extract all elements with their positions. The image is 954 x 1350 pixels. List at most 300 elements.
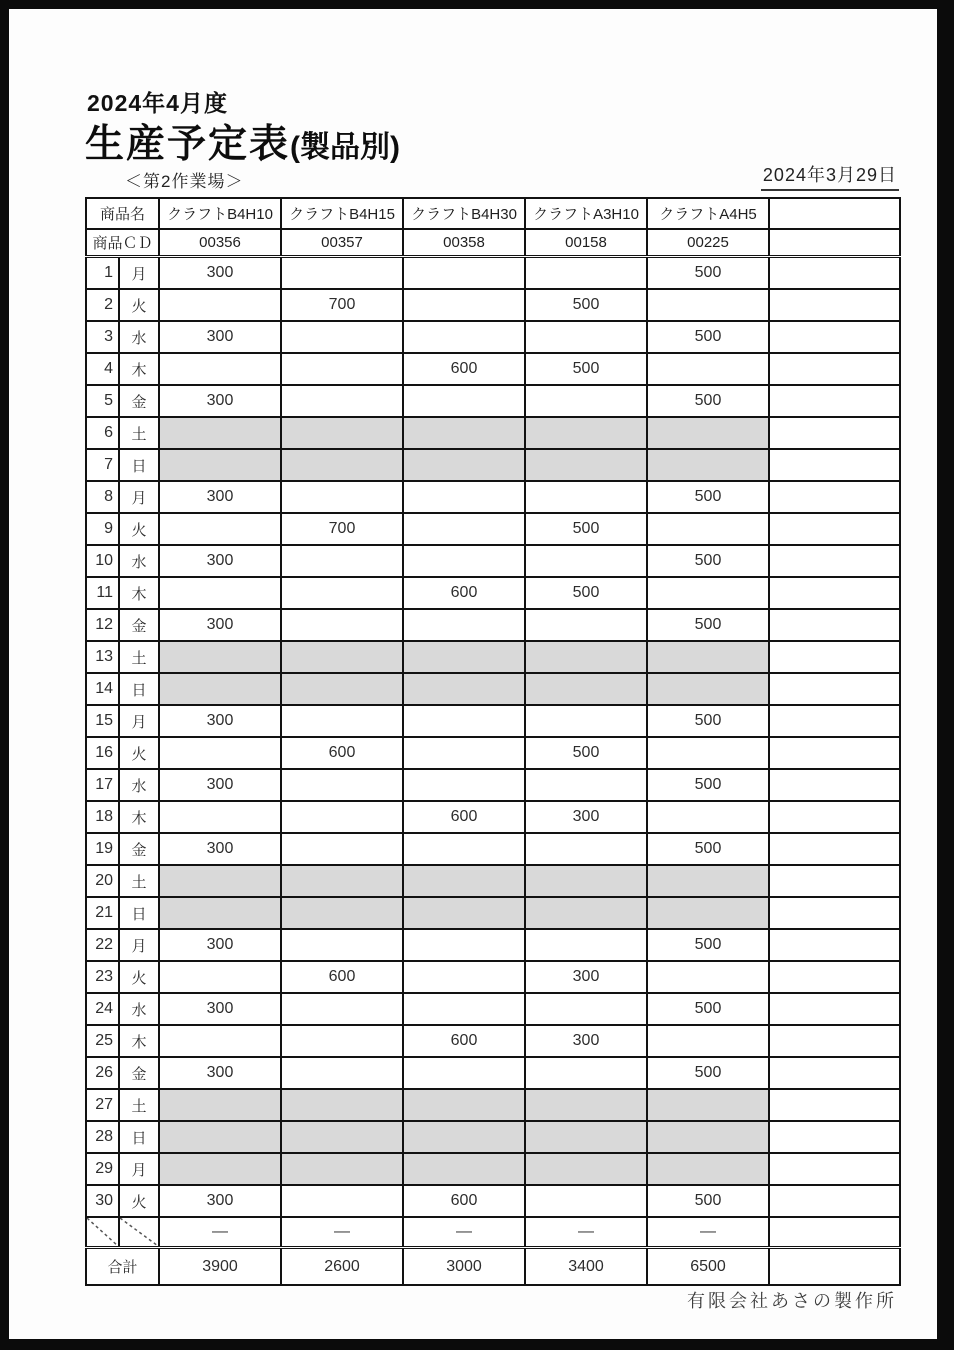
trailing-empty-cell (769, 865, 900, 897)
value-cell (281, 897, 403, 929)
value-cell (647, 737, 769, 769)
value-cell (403, 1057, 525, 1089)
schedule-table (85, 197, 901, 1286)
weekday-cell: 金 (119, 385, 159, 417)
day-number-cell: 12 (86, 609, 119, 641)
day-row (86, 513, 900, 545)
value-cell (403, 737, 525, 769)
value-cell (647, 961, 769, 993)
value-cell (159, 1153, 281, 1185)
value-cell (159, 449, 281, 481)
value-cell: 500 (525, 353, 647, 385)
value-cell (403, 321, 525, 353)
product-code-cell: 00358 (403, 229, 525, 257)
value-cell (403, 481, 525, 513)
trailing-empty-cell (769, 481, 900, 513)
value-cell (159, 417, 281, 449)
day-row (86, 609, 900, 641)
value-cell (525, 897, 647, 929)
day-row (86, 545, 900, 577)
adjust-day-number-cell (86, 1217, 119, 1248)
weekday-cell: 木 (119, 801, 159, 833)
weekday-cell: 火 (119, 961, 159, 993)
day-number-cell: 21 (86, 897, 119, 929)
value-cell: 300 (159, 993, 281, 1025)
value-cell (525, 545, 647, 577)
value-cell (525, 449, 647, 481)
value-cell (281, 417, 403, 449)
day-row (86, 673, 900, 705)
value-cell (525, 481, 647, 513)
value-cell: 500 (647, 481, 769, 513)
adjust-value-cell: — (281, 1217, 403, 1248)
weekday-cell: 木 (119, 577, 159, 609)
total-value-cell: 3900 (159, 1248, 281, 1286)
day-number-cell: 7 (86, 449, 119, 481)
value-cell: 300 (159, 609, 281, 641)
day-row (86, 993, 900, 1025)
day-row (86, 737, 900, 769)
value-cell (525, 929, 647, 961)
value-cell: 300 (159, 929, 281, 961)
day-number-cell: 23 (86, 961, 119, 993)
value-cell (647, 289, 769, 321)
trailing-empty-cell (769, 833, 900, 865)
trailing-empty-cell (769, 1121, 900, 1153)
day-number-cell: 1 (86, 257, 119, 290)
day-number-cell: 19 (86, 833, 119, 865)
day-row (86, 641, 900, 673)
day-row (86, 705, 900, 737)
value-cell: 500 (647, 929, 769, 961)
trailing-empty-cell (769, 257, 900, 290)
value-cell (403, 705, 525, 737)
trailing-empty-cell (769, 577, 900, 609)
value-cell (281, 769, 403, 801)
value-cell (281, 1185, 403, 1217)
day-row (86, 897, 900, 929)
weekday-cell: 日 (119, 1121, 159, 1153)
value-cell: 300 (159, 1185, 281, 1217)
day-row (86, 1025, 900, 1057)
day-number-cell: 6 (86, 417, 119, 449)
day-number-cell: 2 (86, 289, 119, 321)
value-cell: 600 (281, 737, 403, 769)
value-cell: 600 (281, 961, 403, 993)
value-cell: 600 (403, 1185, 525, 1217)
value-cell (403, 641, 525, 673)
day-row (86, 769, 900, 801)
value-cell: 500 (525, 577, 647, 609)
adjust-value-cell: — (403, 1217, 525, 1248)
day-row (86, 1057, 900, 1089)
product-code-row (86, 229, 900, 257)
value-cell (647, 865, 769, 897)
value-cell (647, 1121, 769, 1153)
value-cell (281, 481, 403, 513)
day-row (86, 865, 900, 897)
value-cell (159, 865, 281, 897)
value-cell (525, 1057, 647, 1089)
weekday-cell: 水 (119, 321, 159, 353)
adjust-value-cell: — (525, 1217, 647, 1248)
value-cell: 300 (159, 833, 281, 865)
day-row (86, 1089, 900, 1121)
product-code-label: 商品ＣＤ (86, 229, 159, 257)
product-name-cell: クラフトA3H10 (525, 198, 647, 229)
weekday-cell: 日 (119, 449, 159, 481)
product-name-cell: クラフトB4H15 (281, 198, 403, 229)
day-number-cell: 16 (86, 737, 119, 769)
value-cell (403, 417, 525, 449)
day-number-cell: 3 (86, 321, 119, 353)
trailing-empty-cell (769, 801, 900, 833)
value-cell (525, 321, 647, 353)
value-cell (159, 737, 281, 769)
day-number-cell: 9 (86, 513, 119, 545)
day-row (86, 1153, 900, 1185)
value-cell: 500 (647, 321, 769, 353)
weekday-cell: 火 (119, 289, 159, 321)
value-cell (403, 289, 525, 321)
weekday-cell: 火 (119, 737, 159, 769)
weekday-cell: 月 (119, 929, 159, 961)
value-cell (159, 673, 281, 705)
trailing-empty-cell (769, 449, 900, 481)
value-cell (403, 769, 525, 801)
company-name: 有限会社あさの製作所 (687, 1291, 897, 1311)
value-cell (403, 1153, 525, 1185)
value-cell: 600 (403, 801, 525, 833)
product-code-cell: 00357 (281, 229, 403, 257)
day-row (86, 449, 900, 481)
value-cell (403, 929, 525, 961)
period-label: 2024年4月度 (87, 90, 228, 116)
trailing-empty-cell (769, 705, 900, 737)
trailing-empty-cell (769, 769, 900, 801)
day-number-cell: 29 (86, 1153, 119, 1185)
value-cell (281, 993, 403, 1025)
schedule-body (86, 257, 900, 1218)
weekday-cell: 金 (119, 833, 159, 865)
day-number-cell: 8 (86, 481, 119, 513)
value-cell (647, 1153, 769, 1185)
day-number-cell: 30 (86, 1185, 119, 1217)
value-cell (281, 353, 403, 385)
value-cell: 500 (647, 769, 769, 801)
day-number-cell: 20 (86, 865, 119, 897)
value-cell (647, 801, 769, 833)
value-cell (159, 961, 281, 993)
value-cell: 600 (403, 1025, 525, 1057)
value-cell: 300 (525, 801, 647, 833)
value-cell: 500 (647, 1057, 769, 1089)
page-title (85, 113, 400, 169)
value-cell (525, 769, 647, 801)
value-cell (281, 385, 403, 417)
day-row (86, 353, 900, 385)
value-cell (281, 1025, 403, 1057)
value-cell (281, 865, 403, 897)
product-name-row (86, 198, 900, 229)
page-title-suffix: (製品別) (290, 131, 400, 164)
value-cell (281, 673, 403, 705)
weekday-cell: 火 (119, 1185, 159, 1217)
day-number-cell: 18 (86, 801, 119, 833)
value-cell (525, 673, 647, 705)
value-cell (403, 865, 525, 897)
trailing-empty-cell (769, 609, 900, 641)
value-cell (525, 993, 647, 1025)
trailing-empty-cell (769, 545, 900, 577)
product-code-cell: 00356 (159, 229, 281, 257)
trailing-empty-cell (769, 641, 900, 673)
value-cell (647, 1089, 769, 1121)
value-cell (159, 353, 281, 385)
value-cell (159, 513, 281, 545)
value-cell (159, 641, 281, 673)
day-number-cell: 27 (86, 1089, 119, 1121)
value-cell (281, 257, 403, 290)
value-cell (281, 1153, 403, 1185)
value-cell: 300 (159, 257, 281, 290)
value-cell (647, 513, 769, 545)
value-cell (281, 929, 403, 961)
trailing-empty-cell (769, 737, 900, 769)
total-value-cell: 6500 (647, 1248, 769, 1286)
value-cell (647, 1025, 769, 1057)
weekday-cell: 月 (119, 481, 159, 513)
product-name-cell: クラフトA4H5 (647, 198, 769, 229)
day-row (86, 257, 900, 290)
value-cell (403, 513, 525, 545)
value-cell (647, 449, 769, 481)
trailing-empty-cell (769, 321, 900, 353)
value-cell: 300 (159, 1057, 281, 1089)
value-cell (403, 385, 525, 417)
total-value-cell: 2600 (281, 1248, 403, 1286)
day-number-cell: 11 (86, 577, 119, 609)
trailing-empty-cell (769, 1025, 900, 1057)
weekday-cell: 水 (119, 993, 159, 1025)
day-number-cell: 17 (86, 769, 119, 801)
trailing-empty-cell (769, 961, 900, 993)
value-cell (525, 1185, 647, 1217)
day-row (86, 801, 900, 833)
value-cell (281, 321, 403, 353)
value-cell: 300 (159, 705, 281, 737)
trailing-empty-cell (769, 1185, 900, 1217)
trailing-empty-cell (769, 1217, 900, 1248)
trailing-empty-cell (769, 929, 900, 961)
day-number-cell: 25 (86, 1025, 119, 1057)
trailing-empty-cell (769, 1153, 900, 1185)
weekday-cell: 土 (119, 417, 159, 449)
value-cell: 500 (647, 705, 769, 737)
weekday-cell: 金 (119, 1057, 159, 1089)
value-cell (525, 641, 647, 673)
weekday-cell: 月 (119, 705, 159, 737)
value-cell: 500 (525, 289, 647, 321)
value-cell (281, 641, 403, 673)
weekday-cell: 水 (119, 545, 159, 577)
day-row (86, 929, 900, 961)
value-cell (647, 897, 769, 929)
value-cell (403, 257, 525, 290)
value-cell: 500 (647, 833, 769, 865)
value-cell (647, 641, 769, 673)
value-cell (647, 673, 769, 705)
day-number-cell: 22 (86, 929, 119, 961)
value-cell: 500 (525, 513, 647, 545)
adjust-value-cell: — (647, 1217, 769, 1248)
value-cell (525, 705, 647, 737)
day-number-cell: 5 (86, 385, 119, 417)
trailing-empty-cell (769, 417, 900, 449)
value-cell: 300 (525, 1025, 647, 1057)
product-code-cell: 00225 (647, 229, 769, 257)
value-cell: 300 (525, 961, 647, 993)
value-cell: 500 (647, 385, 769, 417)
value-cell: 300 (159, 545, 281, 577)
trailing-empty-cell (769, 353, 900, 385)
value-cell (159, 1025, 281, 1057)
day-row (86, 481, 900, 513)
value-cell (159, 801, 281, 833)
value-cell (281, 833, 403, 865)
adjustment-row (86, 1217, 900, 1248)
day-number-cell: 24 (86, 993, 119, 1025)
day-number-cell: 10 (86, 545, 119, 577)
value-cell (403, 449, 525, 481)
adjust-value-cell: — (159, 1217, 281, 1248)
value-cell: 700 (281, 289, 403, 321)
value-cell (525, 865, 647, 897)
day-number-cell: 28 (86, 1121, 119, 1153)
value-cell (403, 993, 525, 1025)
value-cell (281, 705, 403, 737)
total-value-cell: 3000 (403, 1248, 525, 1286)
value-cell (403, 1121, 525, 1153)
value-cell (403, 673, 525, 705)
value-cell: 500 (647, 1185, 769, 1217)
value-cell (403, 833, 525, 865)
value-cell (525, 609, 647, 641)
value-cell (525, 257, 647, 290)
document-page (9, 9, 937, 1339)
day-number-cell: 13 (86, 641, 119, 673)
day-number-cell: 26 (86, 1057, 119, 1089)
weekday-cell: 火 (119, 513, 159, 545)
value-cell (281, 1057, 403, 1089)
page-title-main: 生産予定表 (85, 123, 291, 166)
trailing-empty-cell (769, 1057, 900, 1089)
value-cell (159, 289, 281, 321)
day-row (86, 289, 900, 321)
value-cell (281, 609, 403, 641)
value-cell: 300 (159, 321, 281, 353)
value-cell (281, 801, 403, 833)
day-row (86, 321, 900, 353)
day-row (86, 385, 900, 417)
value-cell (281, 577, 403, 609)
value-cell: 300 (159, 481, 281, 513)
value-cell (525, 833, 647, 865)
value-cell: 600 (403, 577, 525, 609)
value-cell (281, 1121, 403, 1153)
value-cell (525, 417, 647, 449)
total-value-cell: 3400 (525, 1248, 647, 1286)
value-cell: 500 (647, 609, 769, 641)
value-cell: 500 (647, 257, 769, 290)
value-cell (525, 1153, 647, 1185)
value-cell (159, 1089, 281, 1121)
total-row (86, 1248, 900, 1286)
trailing-empty-cell (769, 513, 900, 545)
product-name-cell: クラフトB4H10 (159, 198, 281, 229)
product-code-cell: 00158 (525, 229, 647, 257)
weekday-cell: 木 (119, 353, 159, 385)
value-cell: 500 (525, 737, 647, 769)
day-row (86, 577, 900, 609)
weekday-cell: 土 (119, 865, 159, 897)
schedule-table-container (85, 197, 901, 1286)
trailing-empty-cell (769, 385, 900, 417)
trailing-empty-cell (769, 993, 900, 1025)
trailing-empty-cell (769, 1089, 900, 1121)
weekday-cell: 金 (119, 609, 159, 641)
value-cell (403, 545, 525, 577)
day-row (86, 417, 900, 449)
value-cell (403, 961, 525, 993)
diagonal-line-icon (87, 1218, 118, 1246)
value-cell (159, 897, 281, 929)
product-name-label: 商品名 (86, 198, 159, 229)
weekday-cell: 木 (119, 1025, 159, 1057)
value-cell (281, 1089, 403, 1121)
value-cell (281, 545, 403, 577)
value-cell (159, 1121, 281, 1153)
trailing-empty-header-cell (769, 229, 900, 257)
issue-date: 2024年3月29日 (761, 161, 899, 191)
value-cell: 500 (647, 993, 769, 1025)
value-cell (647, 577, 769, 609)
weekday-cell: 土 (119, 1089, 159, 1121)
weekday-cell: 月 (119, 1153, 159, 1185)
value-cell: 700 (281, 513, 403, 545)
value-cell (525, 1121, 647, 1153)
value-cell (403, 1089, 525, 1121)
day-row (86, 1121, 900, 1153)
value-cell (403, 897, 525, 929)
total-label: 合計 (86, 1248, 159, 1286)
value-cell (159, 577, 281, 609)
day-row (86, 1185, 900, 1217)
adjust-weekday-cell (119, 1217, 159, 1248)
trailing-empty-cell (769, 1248, 900, 1286)
value-cell (647, 353, 769, 385)
trailing-empty-cell (769, 673, 900, 705)
product-name-cell: クラフトB4H30 (403, 198, 525, 229)
weekday-cell: 土 (119, 641, 159, 673)
value-cell (525, 385, 647, 417)
workshop-label: ＜第2作業場＞ (125, 172, 244, 191)
weekday-cell: 月 (119, 257, 159, 290)
trailing-empty-header-cell (769, 198, 900, 229)
weekday-cell: 日 (119, 897, 159, 929)
day-number-cell: 4 (86, 353, 119, 385)
value-cell (525, 1089, 647, 1121)
